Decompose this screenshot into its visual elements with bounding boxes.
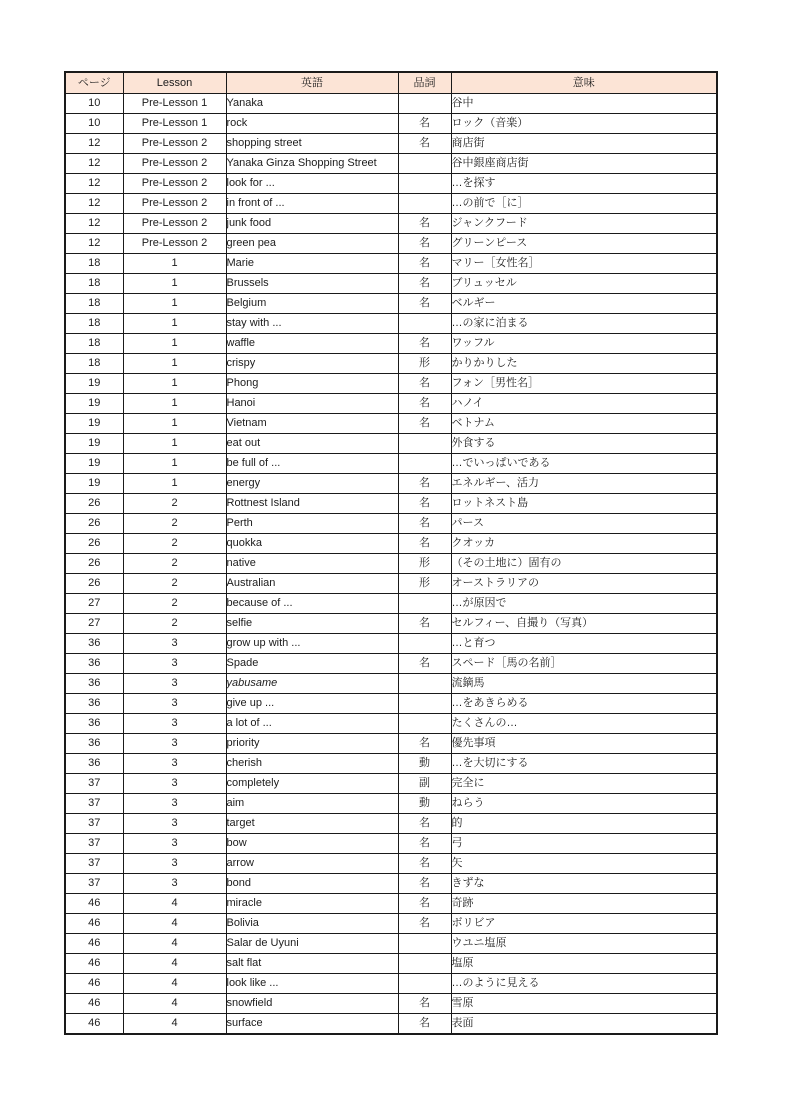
table-row (65, 894, 717, 914)
lesson-cell: 4 (123, 894, 226, 914)
lesson-cell: 1 (123, 434, 226, 454)
english-cell: rock (226, 114, 398, 134)
pos-cell (398, 634, 451, 654)
meaning-cell: 流鏑馬 (451, 674, 717, 694)
table-row (65, 1014, 717, 1035)
english-cell: priority (226, 734, 398, 754)
lesson-cell: 3 (123, 834, 226, 854)
table-row (65, 874, 717, 894)
pos-cell: 名 (398, 274, 451, 294)
english-cell: green pea (226, 234, 398, 254)
meaning-cell: 谷中 (451, 94, 717, 114)
table-row (65, 474, 717, 494)
lesson-cell: Pre-Lesson 2 (123, 214, 226, 234)
meaning-cell: かりかりした (451, 354, 717, 374)
page-cell: 26 (65, 534, 123, 554)
page-cell: 36 (65, 754, 123, 774)
english-cell: Marie (226, 254, 398, 274)
pos-cell (398, 94, 451, 114)
meaning-cell: …をあきらめる (451, 694, 717, 714)
page-cell: 19 (65, 454, 123, 474)
lesson-cell: 2 (123, 514, 226, 534)
meaning-cell: ジャンクフード (451, 214, 717, 234)
pos-cell (398, 194, 451, 214)
meaning-cell: …を大切にする (451, 754, 717, 774)
table-row (65, 334, 717, 354)
meaning-cell: スペード［馬の名前］ (451, 654, 717, 674)
pos-cell: 名 (398, 914, 451, 934)
meaning-cell: ロットネスト島 (451, 494, 717, 514)
lesson-cell: 1 (123, 474, 226, 494)
lesson-cell: 4 (123, 1014, 226, 1035)
lesson-cell: 2 (123, 494, 226, 514)
english-cell: waffle (226, 334, 398, 354)
page-cell: 12 (65, 154, 123, 174)
english-cell: Vietnam (226, 414, 398, 434)
page-cell: 36 (65, 734, 123, 754)
meaning-cell: マリー［女性名］ (451, 254, 717, 274)
page-cell: 36 (65, 634, 123, 654)
meaning-cell: ウユニ塩原 (451, 934, 717, 954)
pos-cell: 名 (398, 254, 451, 274)
pos-cell: 形 (398, 354, 451, 374)
table-row (65, 314, 717, 334)
lesson-cell: 1 (123, 334, 226, 354)
english-cell: target (226, 814, 398, 834)
page-cell: 12 (65, 234, 123, 254)
table-row (65, 134, 717, 154)
pos-cell: 副 (398, 774, 451, 794)
meaning-cell: ボリビア (451, 914, 717, 934)
page-cell: 46 (65, 994, 123, 1014)
lesson-cell: 1 (123, 274, 226, 294)
header-row (65, 72, 717, 94)
page-cell: 18 (65, 334, 123, 354)
pos-cell (398, 694, 451, 714)
table-row (65, 434, 717, 454)
lesson-cell: 3 (123, 694, 226, 714)
pos-cell (398, 934, 451, 954)
table-row (65, 994, 717, 1014)
lesson-cell: 1 (123, 454, 226, 474)
page-cell: 12 (65, 214, 123, 234)
meaning-cell: たくさんの… (451, 714, 717, 734)
table-row (65, 854, 717, 874)
table-row (65, 234, 717, 254)
english-cell: snowfield (226, 994, 398, 1014)
meaning-cell: ベトナム (451, 414, 717, 434)
meaning-cell: 奇跡 (451, 894, 717, 914)
meaning-cell: 塩原 (451, 954, 717, 974)
vocab-table (64, 71, 718, 1035)
lesson-cell: 4 (123, 954, 226, 974)
table-row (65, 94, 717, 114)
table-row (65, 574, 717, 594)
pos-cell: 名 (398, 514, 451, 534)
page-cell: 36 (65, 654, 123, 674)
table-row (65, 254, 717, 274)
meaning-cell: …の家に泊まる (451, 314, 717, 334)
english-cell: Bolivia (226, 914, 398, 934)
pos-cell: 形 (398, 554, 451, 574)
english-cell: look like ... (226, 974, 398, 994)
table-row (65, 754, 717, 774)
meaning-cell: 矢 (451, 854, 717, 874)
page-cell: 26 (65, 514, 123, 534)
lesson-cell: 2 (123, 614, 226, 634)
meaning-cell: …でいっぱいである (451, 454, 717, 474)
page-cell: 26 (65, 494, 123, 514)
meaning-cell: グリーンピース (451, 234, 717, 254)
pos-cell: 名 (398, 334, 451, 354)
col-header-lesson: Lesson (123, 72, 226, 94)
lesson-cell: 1 (123, 374, 226, 394)
english-cell: Spade (226, 654, 398, 674)
page-cell: 18 (65, 354, 123, 374)
english-cell: cherish (226, 754, 398, 774)
col-header-english: 英語 (226, 72, 398, 94)
pos-cell: 動 (398, 754, 451, 774)
english-cell: bond (226, 874, 398, 894)
pos-cell: 名 (398, 474, 451, 494)
page-cell: 19 (65, 374, 123, 394)
lesson-cell: 2 (123, 534, 226, 554)
lesson-cell: Pre-Lesson 2 (123, 174, 226, 194)
meaning-cell: 的 (451, 814, 717, 834)
english-cell: aim (226, 794, 398, 814)
page-cell: 46 (65, 894, 123, 914)
pos-cell (398, 174, 451, 194)
meaning-cell: クオッカ (451, 534, 717, 554)
page-cell: 36 (65, 714, 123, 734)
meaning-cell: …のように見える (451, 974, 717, 994)
page-cell: 37 (65, 834, 123, 854)
pos-cell: 動 (398, 794, 451, 814)
meaning-cell: ハノイ (451, 394, 717, 414)
meaning-cell: …が原因で (451, 594, 717, 614)
english-cell: bow (226, 834, 398, 854)
english-cell: Hanoi (226, 394, 398, 414)
pos-cell: 名 (398, 1014, 451, 1035)
table-row (65, 954, 717, 974)
meaning-cell: 雪原 (451, 994, 717, 1014)
page-cell: 46 (65, 974, 123, 994)
page-cell: 10 (65, 114, 123, 134)
english-cell: in front of ... (226, 194, 398, 214)
lesson-cell: 2 (123, 574, 226, 594)
meaning-cell: ロック（音楽） (451, 114, 717, 134)
lesson-cell: 3 (123, 874, 226, 894)
english-cell: Perth (226, 514, 398, 534)
meaning-cell: 外食する (451, 434, 717, 454)
table-row (65, 454, 717, 474)
meaning-cell: きずな (451, 874, 717, 894)
pos-cell: 名 (398, 494, 451, 514)
page-cell: 37 (65, 794, 123, 814)
lesson-cell: 1 (123, 354, 226, 374)
table-row (65, 534, 717, 554)
pos-cell (398, 974, 451, 994)
lesson-cell: Pre-Lesson 2 (123, 134, 226, 154)
english-cell: Brussels (226, 274, 398, 294)
page-cell: 37 (65, 854, 123, 874)
pos-cell: 名 (398, 214, 451, 234)
pos-cell: 名 (398, 894, 451, 914)
meaning-cell: （その土地に）固有の (451, 554, 717, 574)
table-row (65, 274, 717, 294)
meaning-cell: ベルギー (451, 294, 717, 314)
meaning-cell: オーストラリアの (451, 574, 717, 594)
lesson-cell: 3 (123, 774, 226, 794)
pos-cell (398, 594, 451, 614)
lesson-cell: 3 (123, 854, 226, 874)
pos-cell (398, 434, 451, 454)
col-header-meaning: 意味 (451, 72, 717, 94)
english-cell: grow up with ... (226, 634, 398, 654)
table-row (65, 374, 717, 394)
english-cell: shopping street (226, 134, 398, 154)
table-row (65, 814, 717, 834)
page-cell: 12 (65, 134, 123, 154)
table-row (65, 354, 717, 374)
table-row (65, 214, 717, 234)
table-row (65, 494, 717, 514)
english-cell: junk food (226, 214, 398, 234)
lesson-cell: 1 (123, 394, 226, 414)
page-cell: 46 (65, 954, 123, 974)
english-cell: Belgium (226, 294, 398, 314)
table-row (65, 634, 717, 654)
english-cell: surface (226, 1014, 398, 1035)
table-row (65, 174, 717, 194)
meaning-cell: フォン［男性名］ (451, 374, 717, 394)
lesson-cell: 4 (123, 994, 226, 1014)
pos-cell: 名 (398, 854, 451, 874)
lesson-cell: 3 (123, 734, 226, 754)
vocab-sheet (64, 71, 718, 1035)
table-row (65, 594, 717, 614)
lesson-cell: 3 (123, 654, 226, 674)
meaning-cell: パース (451, 514, 717, 534)
english-cell: give up ... (226, 694, 398, 714)
meaning-cell: …の前で［に］ (451, 194, 717, 214)
lesson-cell: 4 (123, 914, 226, 934)
pos-cell: 名 (398, 374, 451, 394)
english-cell: arrow (226, 854, 398, 874)
page-cell: 12 (65, 174, 123, 194)
meaning-cell: 商店街 (451, 134, 717, 154)
page-cell: 19 (65, 394, 123, 414)
lesson-cell: Pre-Lesson 2 (123, 154, 226, 174)
page-cell: 18 (65, 274, 123, 294)
page-cell: 37 (65, 774, 123, 794)
pos-cell: 名 (398, 294, 451, 314)
meaning-cell: エネルギー、活力 (451, 474, 717, 494)
lesson-cell: Pre-Lesson 1 (123, 94, 226, 114)
page-cell: 27 (65, 594, 123, 614)
col-header-page: ページ (65, 72, 123, 94)
meaning-cell: 優先事項 (451, 734, 717, 754)
meaning-cell: …と育つ (451, 634, 717, 654)
pos-cell: 名 (398, 654, 451, 674)
table-row (65, 974, 717, 994)
lesson-cell: 3 (123, 794, 226, 814)
table-row (65, 554, 717, 574)
english-cell: native (226, 554, 398, 574)
pos-cell (398, 674, 451, 694)
english-cell: miracle (226, 894, 398, 914)
english-cell: selfie (226, 614, 398, 634)
page-cell: 18 (65, 314, 123, 334)
lesson-cell: 2 (123, 594, 226, 614)
page-cell: 19 (65, 414, 123, 434)
page-cell: 37 (65, 814, 123, 834)
pos-cell (398, 454, 451, 474)
page-cell: 19 (65, 474, 123, 494)
english-cell: eat out (226, 434, 398, 454)
pos-cell: 名 (398, 414, 451, 434)
pos-cell: 名 (398, 134, 451, 154)
english-cell: Phong (226, 374, 398, 394)
table-row (65, 734, 717, 754)
pos-cell (398, 314, 451, 334)
pos-cell: 名 (398, 834, 451, 854)
pos-cell: 名 (398, 394, 451, 414)
lesson-cell: 1 (123, 314, 226, 334)
lesson-cell: 3 (123, 634, 226, 654)
meaning-cell: 表面 (451, 1014, 717, 1035)
english-cell: be full of ... (226, 454, 398, 474)
meaning-cell: セルフィー、自撮り（写真） (451, 614, 717, 634)
table-row (65, 154, 717, 174)
table-row (65, 194, 717, 214)
page-cell: 10 (65, 94, 123, 114)
page-cell: 36 (65, 694, 123, 714)
english-cell: stay with ... (226, 314, 398, 334)
english-cell: energy (226, 474, 398, 494)
english-cell: salt flat (226, 954, 398, 974)
vocab-table-body (65, 94, 717, 1035)
meaning-cell: ブリュッセル (451, 274, 717, 294)
lesson-cell: 1 (123, 294, 226, 314)
lesson-cell: 3 (123, 714, 226, 734)
pos-cell: 名 (398, 534, 451, 554)
english-cell: Yanaka (226, 94, 398, 114)
page-cell: 37 (65, 874, 123, 894)
meaning-cell: 弓 (451, 834, 717, 854)
pos-cell: 名 (398, 734, 451, 754)
pos-cell (398, 954, 451, 974)
pos-cell (398, 154, 451, 174)
table-row (65, 114, 717, 134)
english-cell: Salar de Uyuni (226, 934, 398, 954)
page-cell: 46 (65, 1014, 123, 1035)
english-cell: a lot of ... (226, 714, 398, 734)
pos-cell: 名 (398, 994, 451, 1014)
table-row (65, 654, 717, 674)
pos-cell: 名 (398, 874, 451, 894)
english-cell: yabusame (226, 674, 398, 694)
lesson-cell: 1 (123, 414, 226, 434)
page-cell: 27 (65, 614, 123, 634)
meaning-cell: 完全に (451, 774, 717, 794)
table-row (65, 614, 717, 634)
lesson-cell: 4 (123, 934, 226, 954)
pos-cell (398, 714, 451, 734)
meaning-cell: 谷中銀座商店街 (451, 154, 717, 174)
pos-cell: 名 (398, 114, 451, 134)
page-cell: 12 (65, 194, 123, 214)
table-row (65, 774, 717, 794)
lesson-cell: 4 (123, 974, 226, 994)
lesson-cell: 2 (123, 554, 226, 574)
meaning-cell: …を探す (451, 174, 717, 194)
table-row (65, 714, 717, 734)
english-cell: look for ... (226, 174, 398, 194)
page-cell: 18 (65, 254, 123, 274)
english-cell: because of ... (226, 594, 398, 614)
table-row (65, 794, 717, 814)
pos-cell: 名 (398, 814, 451, 834)
meaning-cell: ワッフル (451, 334, 717, 354)
table-row (65, 414, 717, 434)
english-cell: crispy (226, 354, 398, 374)
lesson-cell: Pre-Lesson 2 (123, 234, 226, 254)
col-header-pos: 品詞 (398, 72, 451, 94)
lesson-cell: 3 (123, 814, 226, 834)
lesson-cell: 1 (123, 254, 226, 274)
table-row (65, 694, 717, 714)
english-cell: Yanaka Ginza Shopping Street (226, 154, 398, 174)
table-row (65, 674, 717, 694)
table-row (65, 294, 717, 314)
english-cell: Australian (226, 574, 398, 594)
lesson-cell: Pre-Lesson 2 (123, 194, 226, 214)
english-cell: completely (226, 774, 398, 794)
lesson-cell: Pre-Lesson 1 (123, 114, 226, 134)
lesson-cell: 3 (123, 754, 226, 774)
pos-cell: 名 (398, 234, 451, 254)
page-cell: 46 (65, 934, 123, 954)
english-cell: quokka (226, 534, 398, 554)
table-row (65, 834, 717, 854)
page-cell: 26 (65, 574, 123, 594)
table-row (65, 394, 717, 414)
table-row (65, 514, 717, 534)
page-cell: 19 (65, 434, 123, 454)
page-cell: 26 (65, 554, 123, 574)
page-cell: 46 (65, 914, 123, 934)
pos-cell: 形 (398, 574, 451, 594)
page-cell: 18 (65, 294, 123, 314)
meaning-cell: ねらう (451, 794, 717, 814)
pos-cell: 名 (398, 614, 451, 634)
lesson-cell: 3 (123, 674, 226, 694)
table-row (65, 934, 717, 954)
page-cell: 36 (65, 674, 123, 694)
english-cell: Rottnest Island (226, 494, 398, 514)
table-row (65, 914, 717, 934)
